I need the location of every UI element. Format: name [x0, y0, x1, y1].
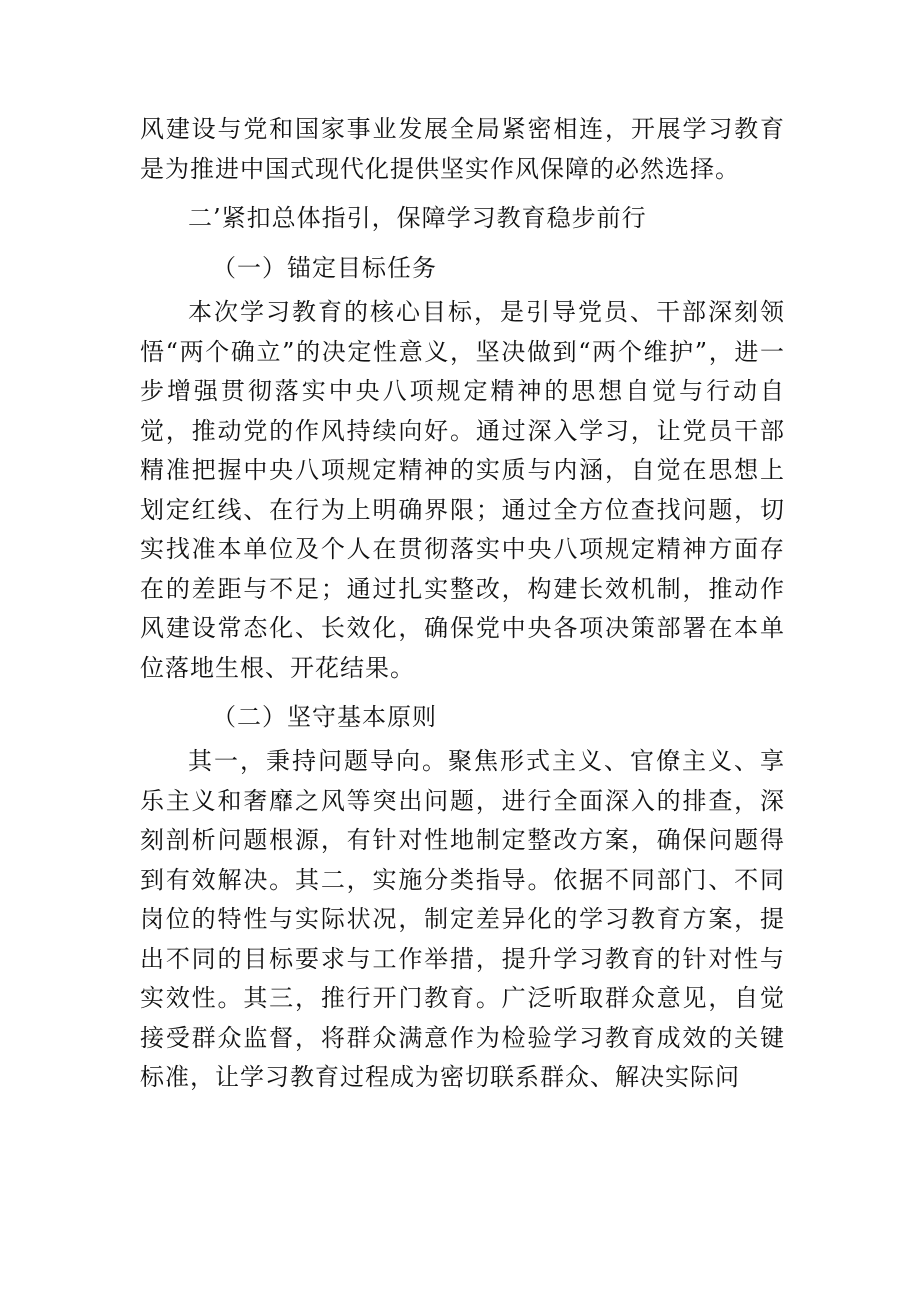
document-body	[140, 110, 785, 1098]
paragraph-intro: 风建设与党和国家事业发展全局紧密相连，开展学习教育是为推进中国式现代化提供坚实作风保障的必然选择。	[140, 115, 785, 183]
subsection-two-heading: （二）坚守基本原则	[212, 703, 437, 731]
paragraph-principles: 其一，秉持问题导向。聚焦形式主义、官僚主义、享乐主义和奢靡之风等突出问题，进行全面深入的排查，深刻剖析问题根源，有针对性地制定整改方案，确保问题得到有效解决。其二，实施分类指导。依据不同部门、不同岗位的特性与实际状况，制定差异化的学习教育方案，提出不同的目标要求与工作举措，提升学习教育的针对性与实效性。其三，推行开门教育。广泛听取群众意见，自觉接受群众监督，将群众满意作为检验学习教育成效的关键标准，让学习教育过程成为密切联系群众、解决实际问	[140, 747, 785, 1091]
section-two-heading: 二’紧扣总体指引，保障学习教育稳步前行	[188, 204, 647, 232]
paragraph-goal: 本次学习教育的核心目标，是引导党员、干部深刻领悟“两个确立”的决定性意义，坚决做到“两个维护”，进一步增强贯彻落实中央八项规定精神的思想自觉与行动自觉，推动党的作风持续向好。通过深入学习，让党员干部精准把握中央八项规定精神的实质与内涵，自觉在思想上划定红线、在行为上明确界限；通过全方位查找问题，切实找准本单位及个人在贯彻落实中央八项规定精神方面存在的差距与不足；通过扎实整改，构建长效机制，推动作风建设常态化、长效化，确保党中央各项决策部署在本单位落地生根、开花结果。	[140, 298, 785, 682]
subsection-one-heading: （一）锚定目标任务	[212, 254, 437, 282]
